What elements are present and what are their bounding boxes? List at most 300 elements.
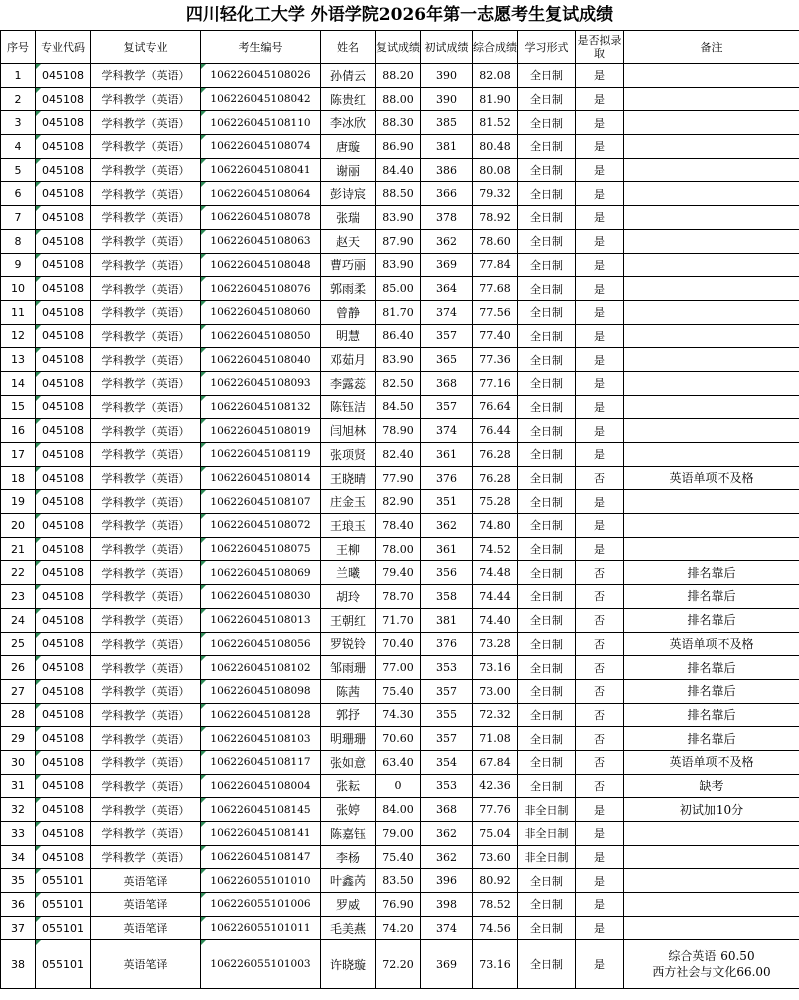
cell-study-mode: 全日制 [518,348,576,372]
cell-candidate-id: 106226045108132 [201,395,321,419]
header-candidate-id: 考生编号 [201,31,321,64]
cell-name: 张耘 [321,774,376,798]
table-row [1,253,799,277]
cell-remarks [624,111,799,135]
table-row [1,940,799,989]
cell-study-mode: 全日制 [518,490,576,514]
cell-study-mode: 全日制 [518,111,576,135]
cell-major: 学科教学（英语） [91,206,201,230]
cell-remarks [624,371,799,395]
cell-study-mode: 全日制 [518,87,576,111]
cell-major: 学科教学（英语） [91,632,201,656]
cell-major: 学科教学（英语） [91,822,201,846]
cell-name: 彭诗宸 [321,182,376,206]
cell-retest-score: 75.40 [376,845,421,869]
cell-major-code: 045108 [36,466,91,490]
cell-candidate-id: 106226045108147 [201,845,321,869]
cell-admit: 是 [576,395,624,419]
cell-admit: 否 [576,561,624,585]
cell-study-mode: 全日制 [518,277,576,301]
cell-total-score: 77.56 [473,300,518,324]
cell-total-score: 81.52 [473,111,518,135]
cell-study-mode: 全日制 [518,561,576,585]
cell-major: 学科教学（英语） [91,608,201,632]
cell-seq: 18 [1,466,36,490]
cell-major-code: 045108 [36,253,91,277]
header-major-code: 专业代码 [36,31,91,64]
cell-major: 学科教学（英语） [91,537,201,561]
cell-initial-score: 356 [421,561,473,585]
cell-admit: 是 [576,490,624,514]
cell-name: 张婷 [321,798,376,822]
cell-candidate-id: 106226045108098 [201,679,321,703]
cell-retest-score: 71.70 [376,608,421,632]
cell-name: 王晓晴 [321,466,376,490]
cell-candidate-id: 106226045108128 [201,703,321,727]
cell-major-code: 045108 [36,300,91,324]
cell-admit: 否 [576,703,624,727]
cell-study-mode: 全日制 [518,206,576,230]
cell-remarks [624,324,799,348]
cell-major: 学科教学（英语） [91,277,201,301]
table-row [1,348,799,372]
cell-candidate-id: 106226055101003 [201,940,321,989]
table-row [1,64,799,88]
cell-retest-score: 83.50 [376,869,421,893]
table-row [1,774,799,798]
cell-major-code: 045108 [36,135,91,159]
cell-name: 明珊珊 [321,727,376,751]
cell-major: 学科教学（英语） [91,300,201,324]
cell-remarks: 排名靠后 [624,561,799,585]
cell-major-code: 045108 [36,774,91,798]
cell-major-code: 045108 [36,64,91,88]
cell-retest-score: 75.40 [376,679,421,703]
table-row [1,656,799,680]
cell-name: 邓茹月 [321,348,376,372]
cell-seq: 16 [1,419,36,443]
cell-initial-score: 353 [421,774,473,798]
cell-total-score: 78.60 [473,229,518,253]
header-study-mode: 学习形式 [518,31,576,64]
cell-major-code: 045108 [36,443,91,467]
table-row [1,561,799,585]
cell-initial-score: 361 [421,443,473,467]
cell-seq: 6 [1,182,36,206]
cell-remarks: 综合英语 60.50 西方社会与文化66.00 [624,940,799,989]
cell-seq: 8 [1,229,36,253]
cell-retest-score: 79.40 [376,561,421,585]
cell-initial-score: 364 [421,277,473,301]
cell-study-mode: 全日制 [518,253,576,277]
cell-major: 学科教学（英语） [91,750,201,774]
table-row [1,395,799,419]
cell-retest-score: 82.90 [376,490,421,514]
cell-major-code: 045108 [36,679,91,703]
cell-name: 罗锐铃 [321,632,376,656]
cell-total-score: 80.92 [473,869,518,893]
cell-major-code: 045108 [36,514,91,538]
cell-name: 陈钰洁 [321,395,376,419]
cell-total-score: 79.32 [473,182,518,206]
cell-major: 学科教学（英语） [91,490,201,514]
cell-seq: 2 [1,87,36,111]
cell-study-mode: 全日制 [518,632,576,656]
cell-major: 学科教学（英语） [91,253,201,277]
cell-initial-score: 386 [421,158,473,182]
cell-major: 学科教学（英语） [91,703,201,727]
cell-major-code: 045108 [36,324,91,348]
cell-total-score: 67.84 [473,750,518,774]
cell-total-score: 78.52 [473,893,518,917]
cell-admit: 否 [576,656,624,680]
cell-seq: 4 [1,135,36,159]
cell-candidate-id: 106226045108056 [201,632,321,656]
cell-retest-score: 70.60 [376,727,421,751]
cell-name: 李露蕊 [321,371,376,395]
cell-seq: 11 [1,300,36,324]
cell-retest-score: 79.00 [376,822,421,846]
cell-total-score: 73.28 [473,632,518,656]
cell-major: 学科教学（英语） [91,561,201,585]
cell-initial-score: 374 [421,916,473,940]
cell-retest-score: 83.90 [376,253,421,277]
cell-admit: 是 [576,324,624,348]
table-row [1,632,799,656]
cell-initial-score: 381 [421,135,473,159]
cell-initial-score: 351 [421,490,473,514]
cell-initial-score: 368 [421,371,473,395]
cell-study-mode: 全日制 [518,656,576,680]
cell-admit: 是 [576,419,624,443]
cell-name: 庄金玉 [321,490,376,514]
cell-remarks: 英语单项不及格 [624,632,799,656]
cell-seq: 15 [1,395,36,419]
cell-seq: 38 [1,940,36,989]
cell-major-code: 045108 [36,585,91,609]
cell-admit: 是 [576,940,624,989]
cell-name: 张瑞 [321,206,376,230]
cell-name: 叶鑫芮 [321,869,376,893]
cell-total-score: 77.76 [473,798,518,822]
table-row [1,893,799,917]
table-row [1,537,799,561]
cell-major-code: 045108 [36,87,91,111]
cell-candidate-id: 106226045108093 [201,371,321,395]
cell-study-mode: 全日制 [518,158,576,182]
cell-remarks [624,64,799,88]
cell-initial-score: 369 [421,940,473,989]
cell-seq: 23 [1,585,36,609]
cell-total-score: 74.48 [473,561,518,585]
cell-study-mode: 全日制 [518,182,576,206]
cell-retest-score: 88.20 [376,64,421,88]
cell-admit: 是 [576,893,624,917]
cell-study-mode: 非全日制 [518,845,576,869]
cell-remarks [624,443,799,467]
cell-retest-score: 88.30 [376,111,421,135]
cell-name: 闫旭林 [321,419,376,443]
cell-initial-score: 366 [421,182,473,206]
cell-major: 学科教学（英语） [91,87,201,111]
cell-remarks [624,537,799,561]
cell-admit: 是 [576,277,624,301]
cell-major-code: 045108 [36,111,91,135]
cell-major: 学科教学（英语） [91,585,201,609]
cell-candidate-id: 106226045108013 [201,608,321,632]
table-header [1,31,799,64]
cell-remarks [624,395,799,419]
table-row [1,158,799,182]
cell-study-mode: 全日制 [518,679,576,703]
cell-major-code: 045108 [36,206,91,230]
cell-initial-score: 362 [421,822,473,846]
cell-seq: 29 [1,727,36,751]
cell-retest-score: 70.40 [376,632,421,656]
cell-candidate-id: 106226045108141 [201,822,321,846]
cell-study-mode: 全日制 [518,774,576,798]
cell-admit: 是 [576,537,624,561]
cell-seq: 17 [1,443,36,467]
cell-retest-score: 83.90 [376,348,421,372]
cell-admit: 是 [576,206,624,230]
table-row [1,798,799,822]
cell-candidate-id: 106226045108026 [201,64,321,88]
cell-initial-score: 374 [421,300,473,324]
cell-admit: 是 [576,348,624,372]
cell-admit: 否 [576,466,624,490]
table-row [1,324,799,348]
cell-total-score: 76.28 [473,443,518,467]
cell-initial-score: 398 [421,893,473,917]
cell-candidate-id: 106226045108119 [201,443,321,467]
cell-name: 张如意 [321,750,376,774]
cell-major: 学科教学（英语） [91,371,201,395]
cell-candidate-id: 106226045108075 [201,537,321,561]
cell-major: 学科教学（英语） [91,348,201,372]
cell-remarks [624,206,799,230]
cell-initial-score: 376 [421,632,473,656]
cell-major: 学科教学（英语） [91,419,201,443]
cell-name: 王琅玉 [321,514,376,538]
cell-seq: 10 [1,277,36,301]
cell-retest-score: 86.90 [376,135,421,159]
cell-remarks [624,893,799,917]
table-row [1,87,799,111]
cell-major-code: 045108 [36,750,91,774]
table-row [1,514,799,538]
table-row [1,182,799,206]
cell-retest-score: 74.30 [376,703,421,727]
cell-remarks [624,158,799,182]
cell-major-code: 045108 [36,158,91,182]
cell-retest-score: 81.70 [376,300,421,324]
cell-total-score: 74.80 [473,514,518,538]
cell-name: 陈茜 [321,679,376,703]
cell-study-mode: 全日制 [518,940,576,989]
cell-seq: 19 [1,490,36,514]
cell-study-mode: 全日制 [518,869,576,893]
cell-candidate-id: 106226045108019 [201,419,321,443]
cell-study-mode: 全日制 [518,229,576,253]
cell-total-score: 81.90 [473,87,518,111]
cell-candidate-id: 106226045108076 [201,277,321,301]
cell-retest-score: 84.50 [376,395,421,419]
cell-major: 学科教学（英语） [91,774,201,798]
cell-total-score: 80.08 [473,158,518,182]
cell-candidate-id: 106226045108050 [201,324,321,348]
cell-initial-score: 361 [421,537,473,561]
cell-total-score: 42.36 [473,774,518,798]
cell-major-code: 045108 [36,822,91,846]
header-total-score: 综合成绩 [473,31,518,64]
cell-major: 英语笔译 [91,869,201,893]
page-title: 四川轻化工大学 外语学院2026年第一志愿考生复试成绩 [185,5,614,25]
cell-seq: 9 [1,253,36,277]
cell-retest-score: 77.90 [376,466,421,490]
cell-total-score: 77.36 [473,348,518,372]
cell-major-code: 045108 [36,798,91,822]
cell-initial-score: 396 [421,869,473,893]
table-row [1,608,799,632]
cell-total-score: 73.16 [473,940,518,989]
cell-major-code: 045108 [36,395,91,419]
cell-total-score: 74.40 [473,608,518,632]
cell-initial-score: 357 [421,727,473,751]
cell-total-score: 76.64 [473,395,518,419]
table-row [1,703,799,727]
cell-admit: 是 [576,371,624,395]
cell-remarks [624,182,799,206]
cell-admit: 是 [576,87,624,111]
cell-major: 学科教学（英语） [91,158,201,182]
table-row [1,916,799,940]
cell-total-score: 82.08 [473,64,518,88]
cell-seq: 7 [1,206,36,230]
cell-initial-score: 357 [421,324,473,348]
cell-remarks: 排名靠后 [624,585,799,609]
cell-remarks: 排名靠后 [624,608,799,632]
cell-retest-score: 86.40 [376,324,421,348]
table-row [1,727,799,751]
cell-initial-score: 376 [421,466,473,490]
cell-remarks [624,300,799,324]
cell-study-mode: 全日制 [518,750,576,774]
cell-study-mode: 全日制 [518,703,576,727]
cell-name: 郭雨柔 [321,277,376,301]
cell-major: 学科教学（英语） [91,466,201,490]
cell-admit: 是 [576,229,624,253]
table-row [1,206,799,230]
cell-major-code: 045108 [36,229,91,253]
cell-retest-score: 74.20 [376,916,421,940]
cell-candidate-id: 106226045108078 [201,206,321,230]
cell-study-mode: 全日制 [518,608,576,632]
cell-admit: 否 [576,585,624,609]
cell-major: 学科教学（英语） [91,395,201,419]
cell-seq: 22 [1,561,36,585]
cell-study-mode: 全日制 [518,371,576,395]
cell-admit: 否 [576,774,624,798]
cell-study-mode: 全日制 [518,135,576,159]
cell-retest-score: 78.70 [376,585,421,609]
cell-study-mode: 全日制 [518,514,576,538]
cell-name: 邹雨珊 [321,656,376,680]
table-row [1,371,799,395]
cell-seq: 37 [1,916,36,940]
cell-remarks: 英语单项不及格 [624,750,799,774]
cell-study-mode: 全日制 [518,395,576,419]
cell-seq: 26 [1,656,36,680]
cell-seq: 14 [1,371,36,395]
cell-total-score: 72.32 [473,703,518,727]
cell-major-code: 045108 [36,608,91,632]
cell-name: 王朝红 [321,608,376,632]
table-row [1,111,799,135]
cell-total-score: 74.44 [473,585,518,609]
cell-name: 胡玲 [321,585,376,609]
cell-major-code: 045108 [36,537,91,561]
cell-remarks: 排名靠后 [624,656,799,680]
cell-candidate-id: 106226045108102 [201,656,321,680]
cell-name: 陈嘉钰 [321,822,376,846]
cell-initial-score: 353 [421,656,473,680]
header-remarks: 备注 [624,31,799,64]
cell-name: 谢丽 [321,158,376,182]
cell-study-mode: 全日制 [518,324,576,348]
cell-seq: 25 [1,632,36,656]
cell-admit: 是 [576,111,624,135]
cell-major: 学科教学（英语） [91,679,201,703]
cell-initial-score: 362 [421,229,473,253]
cell-remarks: 英语单项不及格 [624,466,799,490]
cell-candidate-id: 106226045108145 [201,798,321,822]
cell-seq: 36 [1,893,36,917]
cell-total-score: 77.16 [473,371,518,395]
cell-major-code: 045108 [36,490,91,514]
cell-major: 学科教学（英语） [91,324,201,348]
cell-seq: 12 [1,324,36,348]
cell-initial-score: 381 [421,608,473,632]
table-row [1,229,799,253]
cell-remarks [624,845,799,869]
cell-study-mode: 全日制 [518,443,576,467]
cell-initial-score: 355 [421,703,473,727]
table-row [1,277,799,301]
cell-candidate-id: 106226045108041 [201,158,321,182]
cell-candidate-id: 106226045108004 [201,774,321,798]
cell-initial-score: 368 [421,798,473,822]
table-row [1,300,799,324]
cell-major-code: 045108 [36,371,91,395]
cell-seq: 27 [1,679,36,703]
table-row [1,679,799,703]
cell-name: 唐璇 [321,135,376,159]
cell-remarks [624,87,799,111]
cell-major-code: 045108 [36,561,91,585]
cell-name: 陈贵红 [321,87,376,111]
cell-candidate-id: 106226045108030 [201,585,321,609]
cell-study-mode: 非全日制 [518,798,576,822]
cell-total-score: 73.60 [473,845,518,869]
cell-seq: 32 [1,798,36,822]
cell-study-mode: 全日制 [518,466,576,490]
cell-admit: 是 [576,135,624,159]
cell-name: 毛美燕 [321,916,376,940]
cell-name: 李冰欣 [321,111,376,135]
cell-seq: 24 [1,608,36,632]
cell-total-score: 77.84 [473,253,518,277]
